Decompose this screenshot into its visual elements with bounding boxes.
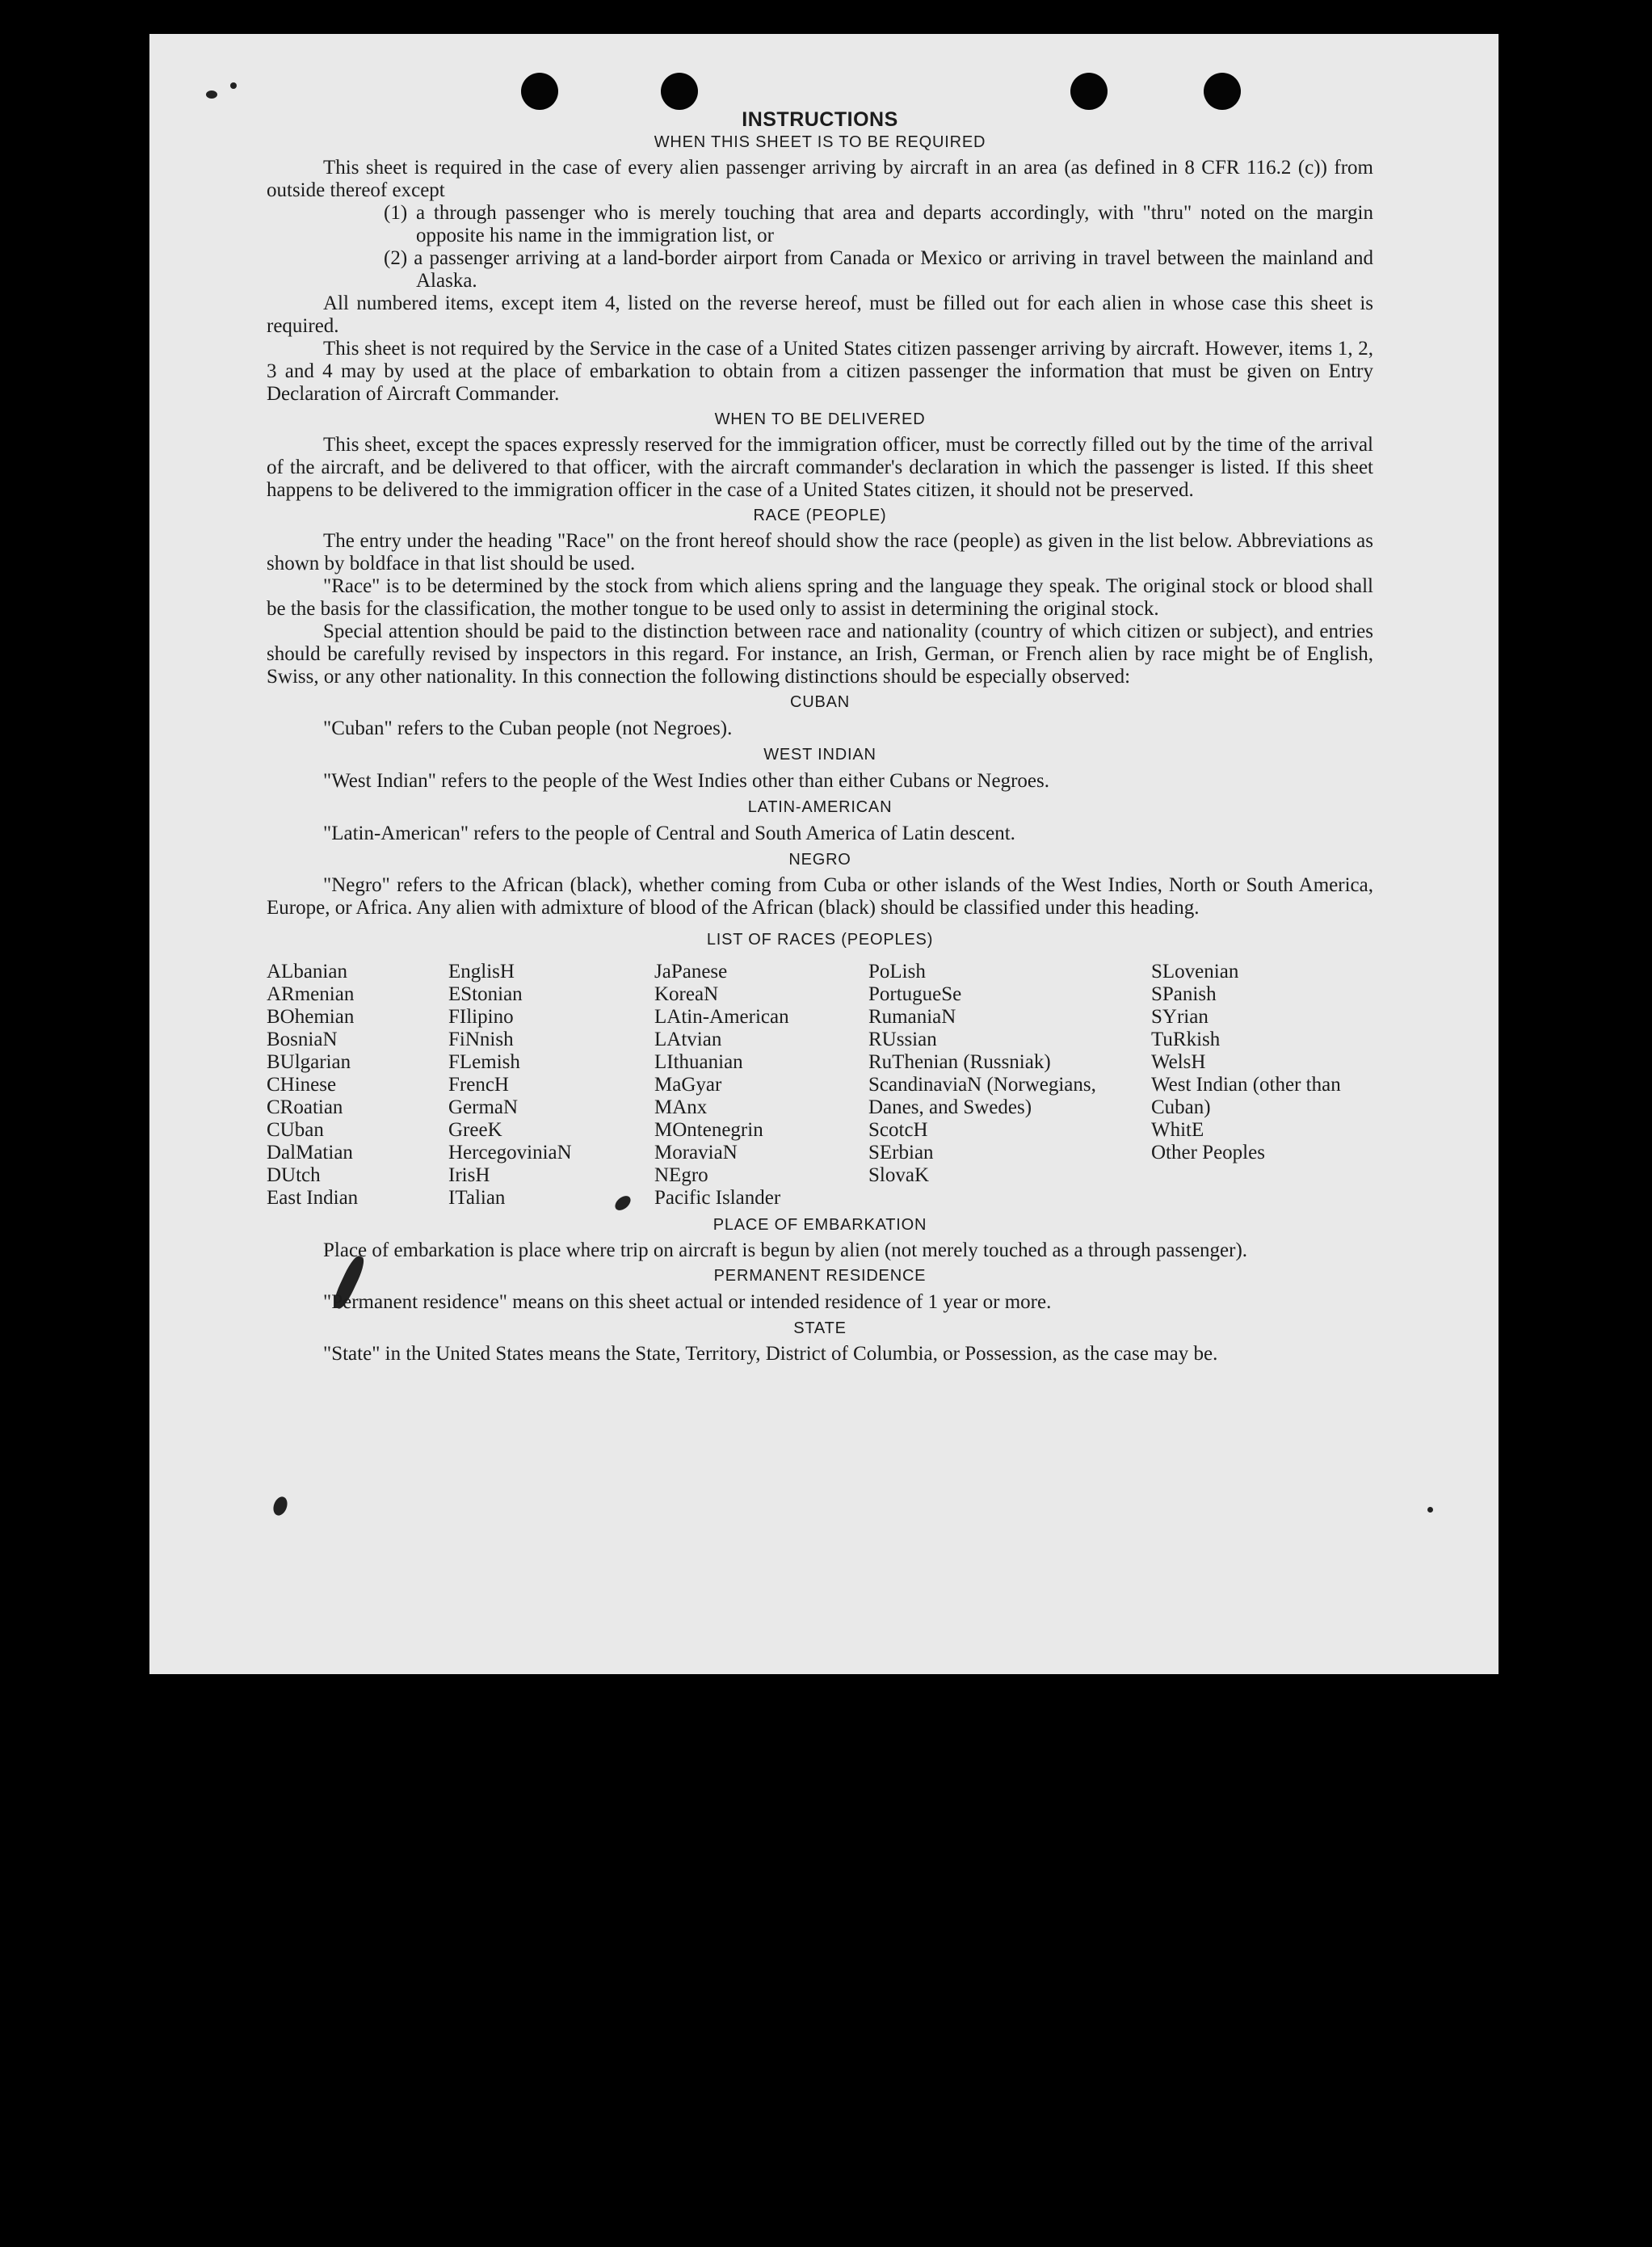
paragraph: "Negro" refers to the African (black), whether coming from Cuba or other islands of the West Indies, North or South America, Europe, or Africa. Any alien with admixture of blood of the African (black) should be classified under this heading.: [267, 874, 1373, 919]
exception-item: (2) a passenger arriving at a land-border airport from Canada or Mexico or arriving in travel between the mainland and Alaska.: [384, 247, 1373, 292]
instructions-content: [267, 108, 1373, 1365]
race-entry: East Indian: [267, 1187, 359, 1209]
race-entry: FrencH: [448, 1074, 509, 1096]
page-title: INSTRUCTIONS: [742, 108, 898, 131]
race-entry: MOntenegrin: [654, 1119, 763, 1141]
heading-embarkation: PLACE OF EMBARKATION: [713, 1216, 927, 1234]
race-entry: MaGyar: [654, 1074, 722, 1096]
race-entry: ALbanian: [267, 961, 347, 983]
race-entry: ScotcH: [868, 1119, 928, 1141]
heading-latin-american: LATIN-AMERICAN: [747, 798, 893, 816]
heading-state: STATE: [793, 1319, 847, 1337]
race-entry: ARmenian: [267, 983, 355, 1005]
race-entry: PoLish: [868, 961, 926, 983]
ink-speck: [206, 90, 217, 99]
heading-when-required: WHEN THIS SHEET IS TO BE REQUIRED: [654, 133, 986, 151]
race-entry: EnglisH: [448, 961, 515, 983]
race-entry: EStonian: [448, 983, 523, 1005]
heading-negro: NEGRO: [788, 851, 851, 869]
heading-cuban: CUBAN: [789, 693, 850, 711]
race-entry: HercegoviniaN: [448, 1142, 572, 1163]
race-entry: GreeK: [448, 1119, 502, 1141]
definition: "Permanent residence" means on this sheet actual or intended residence of 1 year or more.: [323, 1291, 1052, 1313]
race-entry: BOhemian: [267, 1006, 355, 1028]
race-entry: JaPanese: [654, 961, 728, 983]
race-entry: BosniaN: [267, 1029, 338, 1050]
race-column: [654, 961, 868, 1210]
race-entry: WelsH: [1151, 1051, 1206, 1073]
heading-when-delivered: WHEN TO BE DELIVERED: [714, 410, 926, 428]
heading-permanent-residence: PERMANENT RESIDENCE: [713, 1267, 927, 1285]
race-entry: SYrian: [1151, 1006, 1209, 1028]
paragraph: Special attention should be paid to the distinction between race and nationality (country of which citizen or subject), and entries should be carefully revised by inspectors in this regard. For instance, an Irish, German, or French alien by race might be of English, Swiss, or any other nationality. In this connection the following distinctions should be especially observed:: [267, 621, 1373, 688]
race-entry: PortugueSe: [868, 983, 962, 1005]
race-entry: NEgro: [654, 1164, 708, 1186]
race-entry: RumaniaN: [868, 1006, 956, 1028]
paragraph: The entry under the heading "Race" on the front hereof should show the race (people) as given in the list below. Abbreviations as shown by boldface in that list should be used.: [267, 530, 1373, 574]
race-entry: Other Peoples: [1151, 1142, 1265, 1163]
race-entry: TuRkish: [1151, 1029, 1221, 1050]
race-entry: SErbian: [868, 1142, 934, 1163]
race-entry: DalMatian: [267, 1142, 353, 1163]
heading-race: RACE (PEOPLE): [753, 507, 887, 524]
race-entry: IrisH: [448, 1164, 490, 1186]
document-sheet: [149, 34, 1499, 1674]
race-entry: MAnx: [654, 1096, 708, 1118]
punch-hole-1: [521, 73, 558, 110]
heading-west-indian: WEST INDIAN: [763, 746, 876, 764]
race-entry: ScandinaviaN (Norwegians, Danes, and Swedes): [868, 1074, 1096, 1118]
ink-speck: [1427, 1507, 1433, 1513]
definition: "Cuban" refers to the Cuban people (not Negroes).: [323, 717, 733, 739]
race-entry: ITalian: [448, 1187, 506, 1209]
race-entry: FiNnish: [448, 1029, 514, 1050]
race-entry: FLemish: [448, 1051, 520, 1073]
ink-speck: [230, 82, 237, 89]
race-entry: West Indian (other than Cuban): [1151, 1074, 1341, 1118]
race-entry: SPanish: [1151, 983, 1217, 1005]
race-entry: BUlgarian: [267, 1051, 351, 1073]
race-entry: LIthuanian: [654, 1051, 743, 1073]
race-entry: Pacific Islander: [654, 1187, 781, 1209]
heading-list-of-races: LIST OF RACES (PEOPLES): [706, 931, 934, 949]
paragraph: All numbered items, except item 4, listed on the reverse hereof, must be filled out for each alien in whose case this sheet is required.: [267, 292, 1373, 337]
race-entry: SlovaK: [868, 1164, 929, 1186]
definition: "Latin-American" refers to the people of Central and South America of Latin descent.: [323, 823, 1015, 844]
race-entry: RUssian: [868, 1029, 937, 1050]
race-entry: SLovenian: [1151, 961, 1239, 983]
race-entry: MoraviaN: [654, 1142, 738, 1163]
race-column: [448, 961, 654, 1210]
race-entry: KoreaN: [654, 983, 719, 1005]
punch-hole-4: [1204, 73, 1241, 110]
punch-hole-2: [661, 73, 698, 110]
race-entry: CRoatian: [267, 1096, 343, 1118]
race-list: [267, 961, 1373, 1210]
race-entry: LAtvian: [654, 1029, 722, 1050]
race-entry: FIlipino: [448, 1006, 514, 1028]
race-column: [1151, 961, 1373, 1210]
race-entry: CUban: [267, 1119, 324, 1141]
punch-hole-3: [1070, 73, 1108, 110]
paragraph: Place of embarkation is place where trip on aircraft is begun by alien (not merely touched as a through passenger).: [323, 1239, 1248, 1261]
race-entry: RuThenian (Russniak): [868, 1051, 1051, 1073]
exception-item: (1) a through passenger who is merely touching that area and departs accordingly, with "thru" noted on the margin opposite his name in the immigration list, or: [384, 202, 1373, 246]
race-entry: CHinese: [267, 1074, 337, 1096]
race-entry: GermaN: [448, 1096, 519, 1118]
paragraph: This sheet is required in the case of every alien passenger arriving by aircraft in an area (as defined in 8 CFR 116.2 (c)) from outside thereof except: [267, 157, 1373, 201]
race-entry: LAtin-American: [654, 1006, 789, 1028]
paragraph: This sheet is not required by the Service in the case of a United States citizen passenger arriving by aircraft. However, items 1, 2, 3 and 4 may by used at the place of embarkation to obtain from a citizen passenger the information that must be given on Entry Declaration of Aircraft Commander.: [267, 338, 1373, 405]
paragraph: "Race" is to be determined by the stock from which aliens spring and the language they speak. The original stock or blood shall be the basis for the classification, the mother tongue to be used only to assist in determining the original stock.: [267, 575, 1373, 620]
paragraph: This sheet, except the spaces expressly reserved for the immigration officer, must be correctly filled out by the time of the arrival of the aircraft, and be delivered to that officer, with the aircraft commander's declaration in which the passenger is listed. If this sheet happens to be delivered to the immigration officer in the case of a United States citizen, it should not be preserved.: [267, 434, 1373, 501]
race-column: [868, 961, 1151, 1210]
race-entry: WhitE: [1151, 1119, 1204, 1141]
race-entry: DUtch: [267, 1164, 321, 1186]
paragraph: "State" in the United States means the State, Territory, District of Columbia, or Possession, as the case may be.: [323, 1343, 1218, 1365]
definition: "West Indian" refers to the people of the West Indies other than either Cubans or Negroes.: [323, 770, 1049, 792]
ink-blot: [271, 1495, 289, 1517]
race-column: [267, 961, 448, 1210]
